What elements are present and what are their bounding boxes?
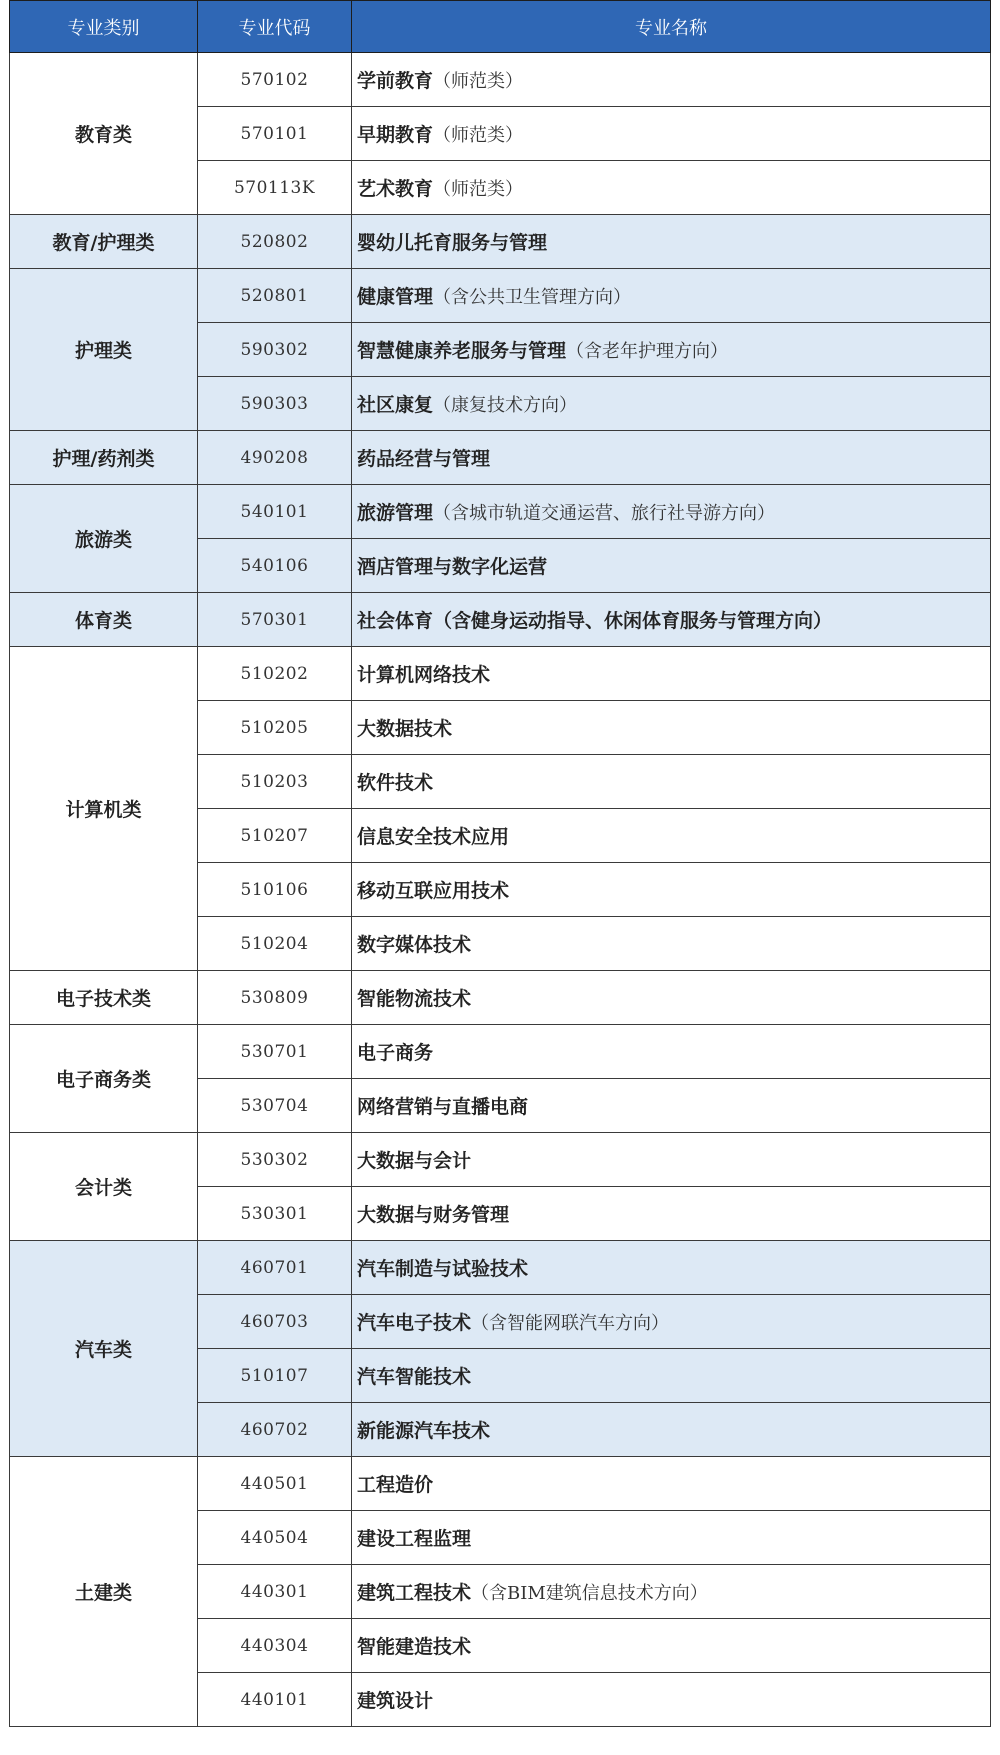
major-name-cell (352, 1187, 991, 1241)
major-name-cell (352, 1565, 991, 1619)
major-code-cell: 540101 (198, 485, 352, 539)
page-bottom-margin (0, 1745, 1000, 1755)
category-cell: 护理类 (10, 269, 198, 431)
category-cell: 电子商务类 (10, 1025, 198, 1133)
major-name: 早期教育 (357, 124, 434, 146)
major-direction-note: （含公共卫生管理方向） (433, 287, 632, 308)
major-name: 智能建造技术 (357, 1636, 472, 1658)
major-direction-note: （师范类） (433, 179, 524, 200)
header-name: 专业名称 (352, 1, 991, 53)
major-name-cell (352, 863, 991, 917)
major-code-cell: 520802 (198, 215, 352, 269)
major-code-cell: 530302 (198, 1133, 352, 1187)
major-name: 网络营销与直播电商 (357, 1096, 529, 1118)
major-direction-note: （含老年护理方向） (566, 341, 729, 362)
major-name: 酒店管理与数字化运营 (357, 556, 548, 578)
major-name: 社区康复 (357, 394, 434, 416)
major-code-cell: 590302 (198, 323, 352, 377)
major-name-cell (352, 701, 991, 755)
major-name-cell (352, 1241, 991, 1295)
major-code-cell: 570102 (198, 53, 352, 107)
major-code-cell: 570101 (198, 107, 352, 161)
major-code-cell: 510107 (198, 1349, 352, 1403)
major-code-cell: 440504 (198, 1511, 352, 1565)
major-name: 移动互联应用技术 (357, 880, 510, 902)
major-code-cell: 460703 (198, 1295, 352, 1349)
major-name-cell (352, 1673, 991, 1727)
major-name: 大数据与财务管理 (357, 1204, 510, 1226)
major-direction-note: （含城市轨道交通运营、旅行社导游方向） (433, 503, 776, 524)
header-category: 专业类别 (10, 1, 198, 53)
major-direction-note: （含智能网联汽车方向） (471, 1313, 670, 1334)
major-code-cell: 530704 (198, 1079, 352, 1133)
major-name: 学前教育 (357, 70, 434, 92)
major-name-cell (352, 269, 991, 323)
header-code: 专业代码 (198, 1, 352, 53)
table-row (10, 971, 991, 1025)
table-row (10, 1241, 991, 1295)
category-cell: 电子技术类 (10, 971, 198, 1025)
major-name: 工程造价 (357, 1474, 434, 1496)
major-name-cell (352, 1079, 991, 1133)
major-code-cell: 510202 (198, 647, 352, 701)
major-name: 汽车电子技术 (357, 1312, 472, 1334)
category-cell: 护理/药剂类 (10, 431, 198, 485)
category-cell: 计算机类 (10, 647, 198, 971)
major-name: 艺术教育 (357, 178, 434, 200)
major-code-cell: 490208 (198, 431, 352, 485)
major-code-cell: 510205 (198, 701, 352, 755)
major-code-cell: 510203 (198, 755, 352, 809)
major-name: 数字媒体技术 (357, 934, 472, 956)
major-code-cell: 570301 (198, 593, 352, 647)
major-name-cell (352, 1619, 991, 1673)
table-row (10, 269, 991, 323)
major-code-cell: 530809 (198, 971, 352, 1025)
major-name-cell (352, 1295, 991, 1349)
table-row (10, 215, 991, 269)
major-name: 信息安全技术应用 (357, 826, 510, 848)
major-name: 汽车智能技术 (357, 1366, 472, 1388)
table-body (10, 53, 991, 1727)
major-name: 婴幼儿托育服务与管理 (357, 232, 548, 254)
major-code-cell: 510204 (198, 917, 352, 971)
major-direction-note: （康复技术方向） (433, 395, 578, 416)
major-code-cell: 460702 (198, 1403, 352, 1457)
major-name: 智慧健康养老服务与管理 (357, 340, 567, 362)
major-name-cell (352, 1025, 991, 1079)
table-row (10, 593, 991, 647)
major-name-cell (352, 485, 991, 539)
major-direction-note: （师范类） (433, 71, 524, 92)
major-code-cell: 570113K (198, 161, 352, 215)
table-row (10, 485, 991, 539)
majors-sheet (9, 0, 990, 1750)
major-code-cell: 510106 (198, 863, 352, 917)
major-name-cell (352, 647, 991, 701)
table-row (10, 1025, 991, 1079)
major-name: 计算机网络技术 (357, 664, 491, 686)
major-code-cell: 460701 (198, 1241, 352, 1295)
header-row (10, 1, 991, 53)
major-name: 电子商务 (357, 1042, 434, 1064)
major-name-cell (352, 1457, 991, 1511)
major-name: 大数据技术 (357, 718, 453, 740)
major-name-cell (352, 431, 991, 485)
major-name: 健康管理 (357, 286, 434, 308)
category-cell: 汽车类 (10, 1241, 198, 1457)
major-name-cell (352, 971, 991, 1025)
major-name-cell (352, 377, 991, 431)
major-name: 建设工程监理 (357, 1528, 472, 1550)
major-code-cell: 440501 (198, 1457, 352, 1511)
major-name: 建筑设计 (357, 1690, 434, 1712)
major-code-cell: 530301 (198, 1187, 352, 1241)
major-name: 药品经营与管理 (357, 448, 491, 470)
major-name: 旅游管理 (357, 502, 434, 524)
major-name-cell (352, 917, 991, 971)
major-name: 大数据与会计 (357, 1150, 472, 1172)
category-cell: 会计类 (10, 1133, 198, 1241)
major-name-cell (352, 323, 991, 377)
major-code-cell: 530701 (198, 1025, 352, 1079)
major-code-cell: 590303 (198, 377, 352, 431)
major-name-cell (352, 107, 991, 161)
table-row (10, 431, 991, 485)
table-row (10, 53, 991, 107)
major-name-cell (352, 215, 991, 269)
major-name-cell (352, 593, 991, 647)
major-code-cell: 440304 (198, 1619, 352, 1673)
major-direction-note: （含BIM建筑信息技术方向） (471, 1583, 708, 1604)
major-name: 新能源汽车技术 (357, 1420, 491, 1442)
major-name: 软件技术 (357, 772, 434, 794)
majors-table (9, 0, 991, 1727)
category-cell: 体育类 (10, 593, 198, 647)
major-code-cell: 540106 (198, 539, 352, 593)
major-name-cell (352, 53, 991, 107)
table-row (10, 1133, 991, 1187)
major-name: 智能物流技术 (357, 988, 472, 1010)
major-name: 社会体育（含健身运动指导、休闲体育服务与管理方向） (357, 610, 833, 632)
major-code-cell: 520801 (198, 269, 352, 323)
major-name: 汽车制造与试验技术 (357, 1258, 529, 1280)
major-name-cell (352, 1511, 991, 1565)
major-name-cell (352, 1133, 991, 1187)
major-name-cell (352, 809, 991, 863)
major-name-cell (352, 539, 991, 593)
category-cell: 旅游类 (10, 485, 198, 593)
major-name-cell (352, 161, 991, 215)
major-code-cell: 440301 (198, 1565, 352, 1619)
category-cell: 教育类 (10, 53, 198, 215)
major-name-cell (352, 755, 991, 809)
major-name-cell (352, 1403, 991, 1457)
major-code-cell: 510207 (198, 809, 352, 863)
major-name: 建筑工程技术 (357, 1582, 472, 1604)
table-row (10, 647, 991, 701)
major-direction-note: （师范类） (433, 125, 524, 146)
table-header (10, 1, 991, 53)
major-code-cell: 440101 (198, 1673, 352, 1727)
major-name-cell (352, 1349, 991, 1403)
category-cell: 土建类 (10, 1457, 198, 1727)
category-cell: 教育/护理类 (10, 215, 198, 269)
table-row (10, 1457, 991, 1511)
